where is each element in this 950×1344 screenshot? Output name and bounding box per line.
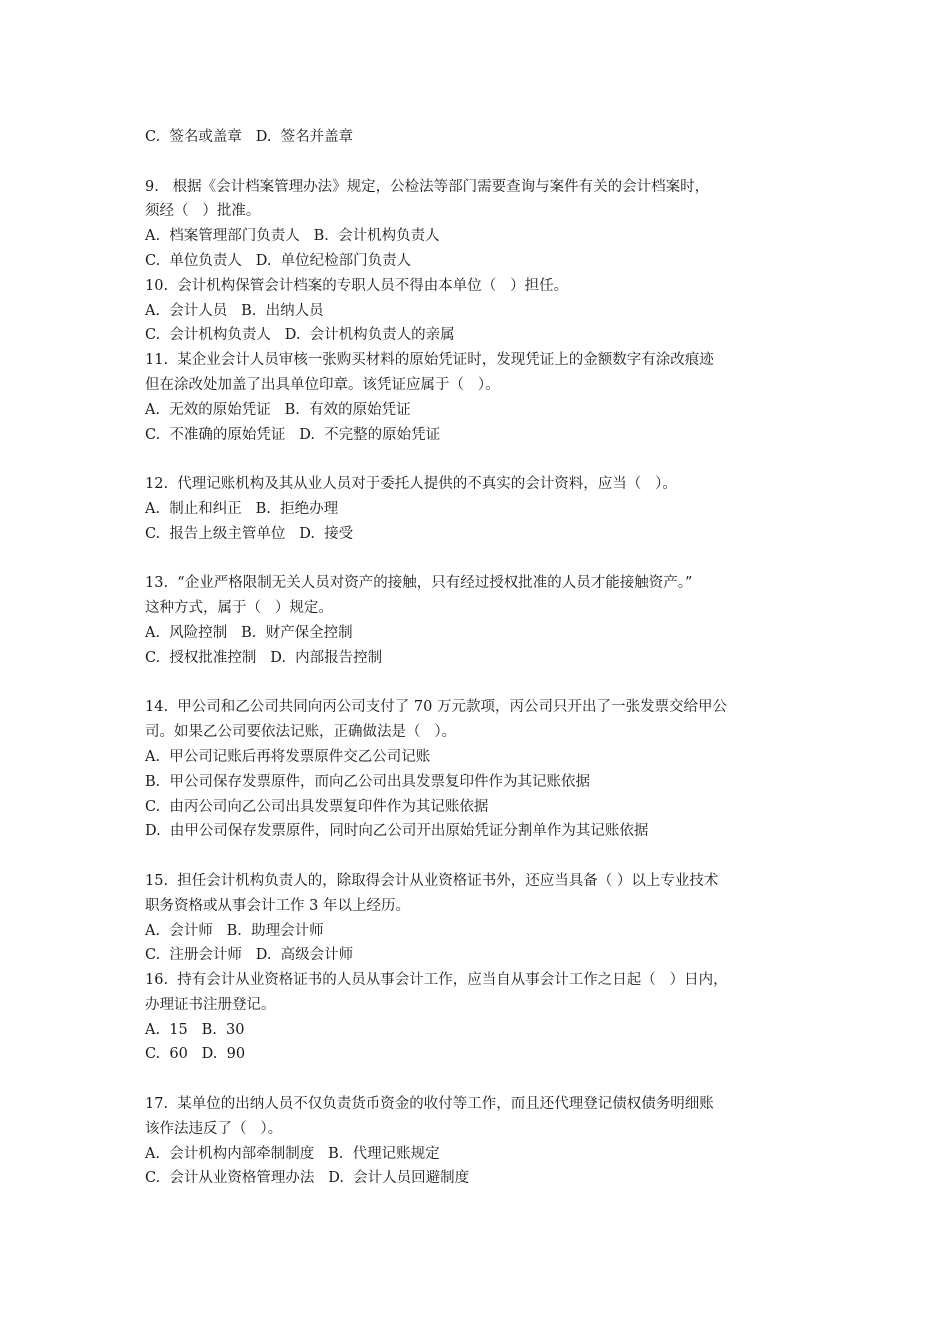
question-text: 15. 担任会计机构负责人的，除取得会计从业资格证书外，还应当具备（ ）以上专业技术: [145, 872, 719, 889]
question-line: A. 风险控制 B. 财产保全控制: [145, 624, 353, 641]
question-line: A. 15 B. 30: [145, 1021, 245, 1038]
question-line: 但在涂改处加盖了出具单位印章。该凭证应属于（ ）。: [145, 376, 500, 393]
question-line: A. 无效的原始凭证 B. 有效的原始凭证: [145, 401, 411, 418]
question-line: A. 制止和纠正 B. 拒绝办理: [145, 500, 339, 517]
question-line: C. 会计机构负责人 D. 会计机构负责人的亲属: [145, 327, 455, 344]
question-text: 14. 甲公司和乙公司共同向丙公司支付了 70 万元款项，丙公司只开出了一张发票交给甲公: [145, 699, 727, 716]
question-block: [145, 274, 825, 348]
question-line: 司。如果乙公司要依法记账，正确做法是（ ）。: [145, 724, 457, 741]
question-text: 12. 代理记账机构及其从业人员对于委托人提供的不真实的会计资料，应当（ ）。: [145, 476, 677, 493]
question-line: C. 报告上级主管单位 D. 接受: [145, 525, 354, 542]
question-line: 办理证书注册登记。: [145, 996, 276, 1013]
question-line: C. 不准确的原始凭证 D. 不完整的原始凭证: [145, 426, 441, 443]
question-block: [145, 1092, 825, 1191]
question-line: C. 会计从业资格管理办法 D. 会计人员回避制度: [145, 1170, 470, 1187]
blank-line: [145, 150, 825, 175]
question-line: 该作法违反了（ ）。: [145, 1120, 283, 1137]
question-block: [145, 125, 825, 150]
question-line: A. 档案管理部门负责人 B. 会计机构负责人: [145, 228, 440, 245]
question-text: 13. “企业严格限制无关人员对资产的接触，只有经过授权批准的人员才能接触资产。”: [145, 575, 693, 592]
question-line: A. 会计师 B. 助理会计师: [145, 922, 324, 939]
blank-line: [145, 844, 825, 869]
question-text: 11. 某企业会计人员审核一张购买材料的原始凭证时，发现凭证上的金额数字有涂改痕迹: [145, 352, 714, 369]
question-line: D. 由甲公司保存发票原件，同时向乙公司开出原始凭证分割单作为其记账依据: [145, 823, 649, 840]
blank-line: [145, 547, 825, 572]
document-page: [145, 125, 825, 1191]
blank-line: [145, 447, 825, 472]
question-block: [145, 571, 825, 670]
question-block: [145, 695, 825, 844]
question-block: [145, 348, 825, 447]
question-line: C. 60 D. 90: [145, 1046, 246, 1063]
question-line: B. 甲公司保存发票原件，而向乙公司出具发票复印件作为其记账依据: [145, 773, 590, 790]
question-line: 职务资格或从事会计工作 3 年以上经历。: [145, 897, 410, 914]
question-line: C. 由丙公司向乙公司出具发票复印件作为其记账依据: [145, 798, 489, 815]
question-line: A. 会计机构内部牵制制度 B. 代理记账规定: [145, 1145, 440, 1162]
question-text: 10. 会计机构保管会计档案的专职人员不得由本单位（ ）担任。: [145, 277, 569, 294]
question-block: [145, 869, 825, 968]
question-text: 16. 持有会计从业资格证书的人员从事会计工作，应当自从事会计工作之日起（ ）日内，: [145, 972, 728, 989]
blank-line: [145, 671, 825, 696]
question-line: C. 注册会计师 D. 高级会计师: [145, 947, 354, 964]
question-text: C. 签名或盖章 D. 签名并盖章: [145, 129, 354, 145]
question-block: [145, 968, 825, 1067]
question-line: 须经（ ）批准。: [145, 203, 261, 220]
question-line: 这种方式，属于（ ）规定。: [145, 600, 333, 617]
question-text: 9. 根据《会计档案管理办法》规定，公检法等部门需要查询与案件有关的会计档案时，: [145, 178, 710, 195]
blank-line: [145, 1067, 825, 1092]
question-block: [145, 472, 825, 546]
question-text: 17. 某单位的出纳人员不仅负责货币资金的收付等工作，而且还代理登记债权债务明细账: [145, 1096, 714, 1113]
question-line: C. 授权批准控制 D. 内部报告控制: [145, 649, 383, 666]
question-line: A. 会计人员 B. 出纳人员: [145, 302, 324, 319]
question-line: A. 甲公司记账后再将发票原件交乙公司记账: [145, 748, 431, 765]
question-block: [145, 175, 825, 274]
question-line: C. 单位负责人 D. 单位纪检部门负责人: [145, 252, 412, 269]
